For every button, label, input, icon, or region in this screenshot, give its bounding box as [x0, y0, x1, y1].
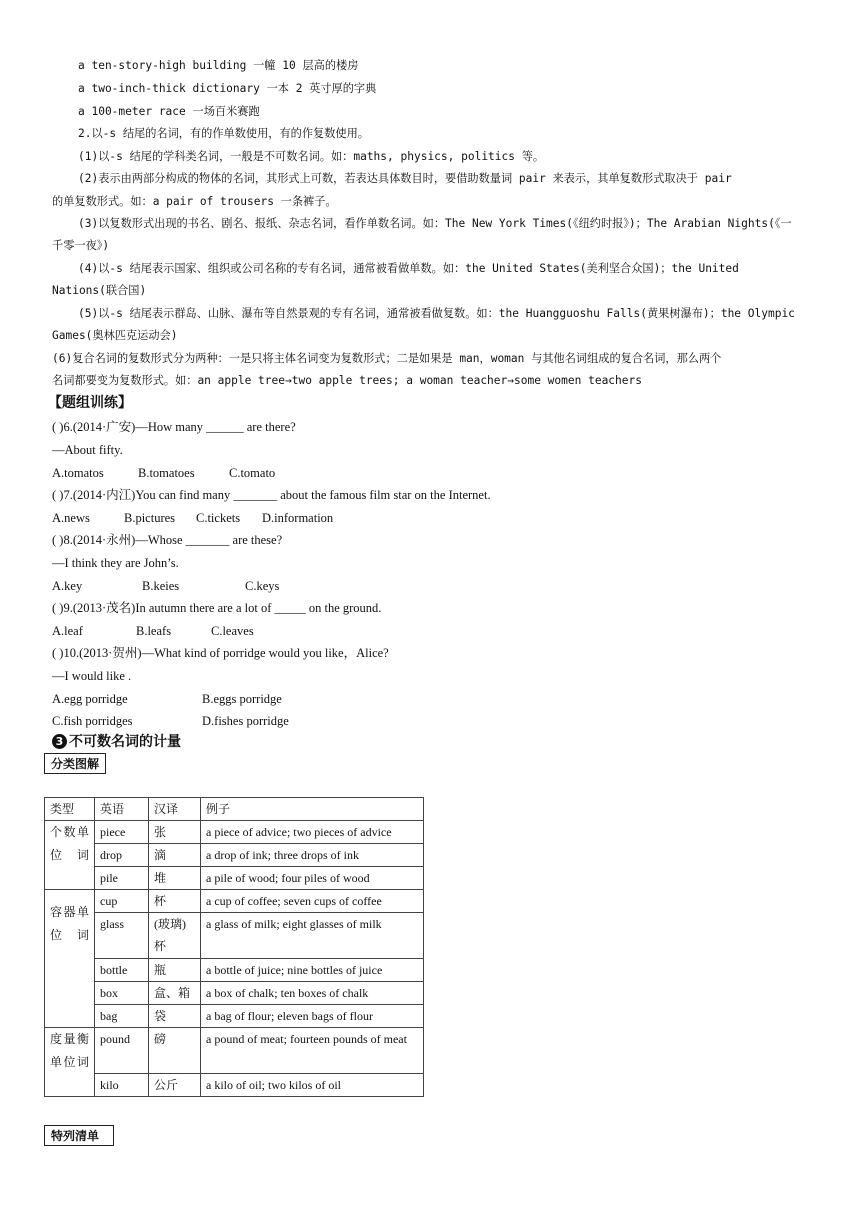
section-number-badge: 3 — [52, 734, 67, 749]
q9-option-c: C.leaves — [211, 624, 254, 638]
cell-example: a glass of milk; eight glasses of milk — [201, 913, 424, 959]
special-list-box-label: 特列清单 — [44, 1125, 114, 1146]
rule-2-4a: (4)以-s 结尾表示国家、组织或公司名称的专有名词，通常被看做单数。如：the United States(美利坚合众国)；the United — [78, 262, 739, 275]
cell-english: kilo — [95, 1074, 149, 1097]
question-10: ( )10.(2013·贺州)—What kind of porridge would you like，Alice? — [52, 646, 389, 660]
table-row — [45, 844, 424, 867]
q8-option-c: C.keys — [245, 579, 280, 593]
question-8: ( )8.(2014·永州)—Whose _______ are these? — [52, 533, 283, 547]
classification-box-label: 分类图解 — [44, 753, 106, 774]
cell-example: a pile of wood; four piles of wood — [201, 867, 424, 890]
question-7: ( )7.(2014·内江)You can find many _______ about the famous film star on the Internet. — [52, 488, 491, 502]
table-row — [45, 1074, 424, 1097]
q7-option-d: D.information — [262, 511, 334, 525]
cell-example: a pound of meat; fourteen pounds of meat — [201, 1028, 424, 1074]
cell-chinese: 堆 — [149, 867, 201, 890]
cell-example: a cup of coffee; seven cups of coffee — [201, 890, 424, 913]
question-8-answer: —I think they are John’s. — [52, 556, 179, 570]
table-row — [45, 1005, 424, 1028]
cell-english: pound — [95, 1028, 149, 1074]
table-row — [45, 982, 424, 1005]
rule-2-3a: (3)以复数形式出现的书名、剧名、报纸、杂志名词，看作单数名词。如：The New York Times(《纽约时报》)；The Arabian Nights(《一 — [78, 217, 792, 230]
q9-option-b: B.leafs — [136, 624, 172, 638]
question-6-answer: —About fifty. — [52, 443, 123, 457]
header-chinese: 汉译 — [149, 798, 201, 821]
cell-english: box — [95, 982, 149, 1005]
cell-english: piece — [95, 821, 149, 844]
cell-chinese: 盒、箱 — [149, 982, 201, 1005]
rule-2-title: 2.以-s 结尾的名词，有的作单数使用，有的作复数使用。 — [78, 127, 369, 140]
q6-option-c: C.tomato — [229, 466, 276, 480]
rule-2-6a: (6)复合名词的复数形式分为两种：一是只将主体名词变为复数形式；二是如果是 man，woman 与其他名词组成的复合名词，那么两个 — [52, 352, 722, 365]
cell-english: drop — [95, 844, 149, 867]
header-type: 类型 — [45, 798, 95, 821]
table-row — [45, 913, 424, 959]
cell-english: bag — [95, 1005, 149, 1028]
rule-2-2b: 的单复数形式。如：a pair of trousers 一条裤子。 — [52, 195, 337, 208]
section-3-heading — [52, 732, 181, 752]
cell-chinese: 袋 — [149, 1005, 201, 1028]
rule-2-5a: (5)以-s 结尾表示群岛、山脉、瀑布等自然景观的专有名词，通常被看做复数。如：the Huangguoshu Falls(黄果树瀑布)；the Olympic — [78, 307, 795, 320]
table-row — [45, 959, 424, 982]
cell-example: a bottle of juice; nine bottles of juice — [201, 959, 424, 982]
table-row — [45, 821, 424, 844]
rule-2-2a: (2)表示由两部分构成的物体的名词，其形式上可数，若表达具体数目时，要借助数量词 pair 来表示，其单复数形式取决于 pair — [78, 172, 732, 185]
rule-2-5b: Games(奥林匹克运动会) — [52, 329, 178, 342]
q9-option-a: A.leaf — [52, 624, 83, 638]
q8-option-b: B.keies — [142, 579, 180, 593]
example-line-1: a ten-story-high building 一幢 10 层高的楼房 — [78, 59, 359, 72]
cell-english: pile — [95, 867, 149, 890]
header-english: 英语 — [95, 798, 149, 821]
table-header-row — [45, 798, 424, 821]
table-row — [45, 890, 424, 913]
exercise-heading: 【题组训练】 — [48, 395, 132, 411]
cell-chinese: 公斤 — [149, 1074, 201, 1097]
cell-example: a kilo of oil; two kilos of oil — [201, 1074, 424, 1097]
question-6: ( )6.(2014·广安)—How many ______ are there? — [52, 420, 296, 434]
section-3-title: 不可数名词的计量 — [69, 734, 181, 750]
unit-words-table — [44, 797, 424, 1097]
cell-chinese: 磅 — [149, 1028, 201, 1074]
cell-english: bottle — [95, 959, 149, 982]
q6-option-a: A.tomatos — [52, 466, 104, 480]
q7-option-a: A.news — [52, 511, 90, 525]
example-line-3: a 100-meter race 一场百米赛跑 — [78, 105, 260, 118]
cell-example: a bag of flour; eleven bags of flour — [201, 1005, 424, 1028]
rule-2-4b: Nations(联合国) — [52, 284, 147, 297]
cell-chinese: 杯 — [149, 890, 201, 913]
q6-option-b: B.tomatoes — [138, 466, 195, 480]
table-row — [45, 1028, 424, 1074]
rule-2-6b: 名词都要变为复数形式。如：an apple tree→two apple trees; a woman teacher→some women teachers — [52, 374, 642, 387]
header-example: 例子 — [201, 798, 424, 821]
cell-chinese: 瓶 — [149, 959, 201, 982]
table-row — [45, 867, 424, 890]
rule-2-3b: 千零一夜》) — [52, 239, 110, 252]
category-measure: 度量衡单位词 — [45, 1028, 95, 1097]
rule-2-1: (1)以-s 结尾的学科类名词，一般是不可数名词。如：maths, physics, politics 等。 — [78, 150, 545, 163]
q8-option-a: A.key — [52, 579, 83, 593]
cell-example: a box of chalk; ten boxes of chalk — [201, 982, 424, 1005]
cell-english: glass — [95, 913, 149, 959]
q7-option-c: C.tickets — [196, 511, 241, 525]
q7-option-b: B.pictures — [124, 511, 176, 525]
q10-option-a: A.egg porridge — [52, 692, 128, 706]
cell-chinese: 滴 — [149, 844, 201, 867]
q10-option-c: C.fish porridges — [52, 714, 133, 728]
q10-option-d: D.fishes porridge — [202, 714, 289, 728]
category-container: 容器单位词 — [45, 890, 95, 1028]
category-individual: 个数单位词 — [45, 821, 95, 890]
question-10-answer: —I would like . — [52, 669, 132, 683]
cell-chinese: (玻璃)杯 — [149, 913, 201, 959]
example-line-2: a two-inch-thick dictionary 一本 2 英寸厚的字典 — [78, 82, 377, 95]
cell-example: a piece of advice; two pieces of advice — [201, 821, 424, 844]
cell-example: a drop of ink; three drops of ink — [201, 844, 424, 867]
q10-option-b: B.eggs porridge — [202, 692, 282, 706]
question-9: ( )9.(2013·茂名)In autumn there are a lot of _____ on the ground. — [52, 601, 382, 615]
cell-chinese: 张 — [149, 821, 201, 844]
cell-english: cup — [95, 890, 149, 913]
